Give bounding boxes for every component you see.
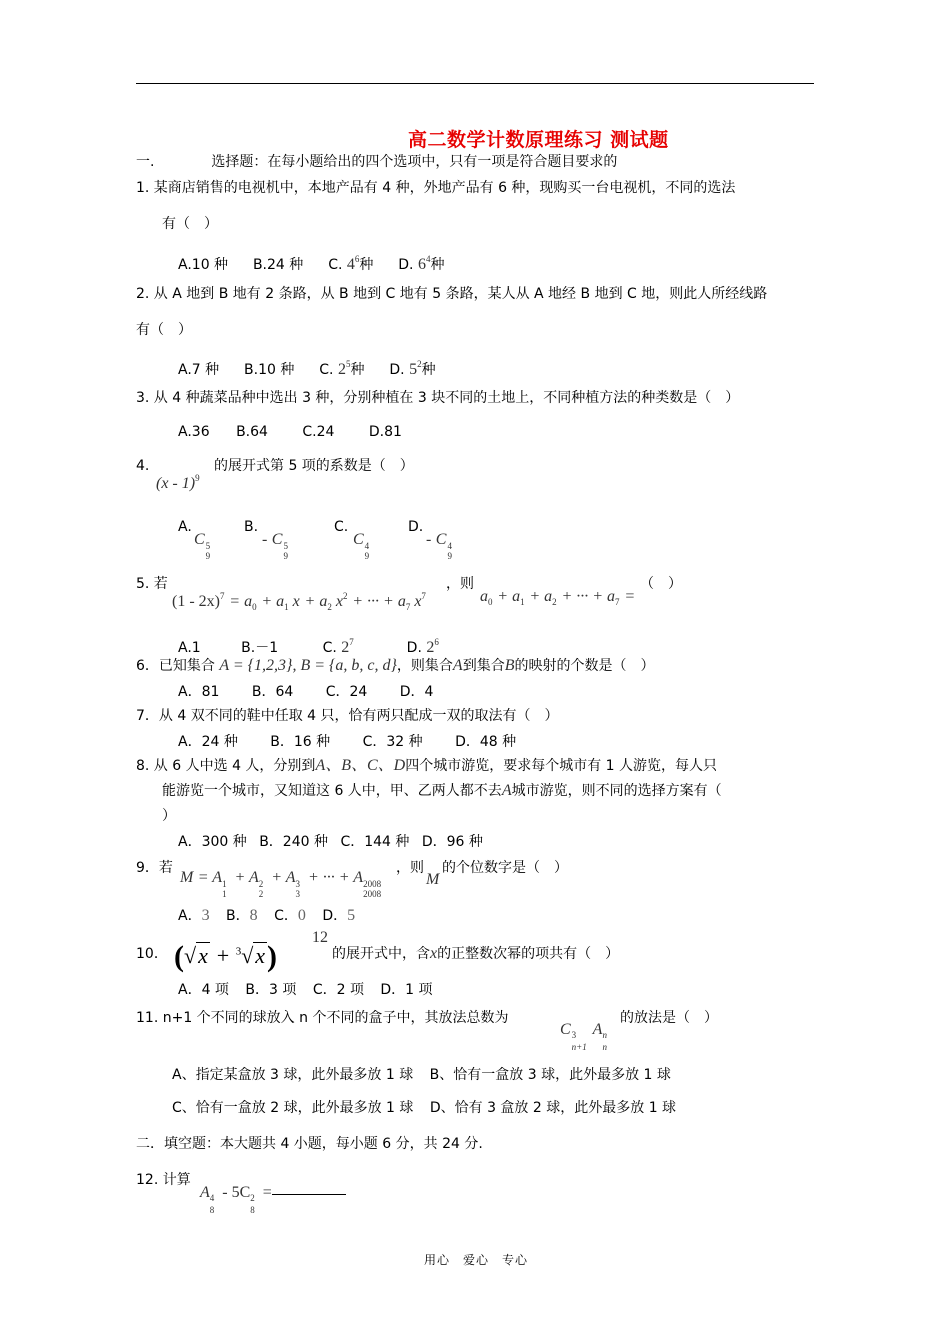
option-c: C. $2^5$种 [319,359,365,378]
page-title: 高二数学计数原理练习 测试题 [408,129,669,151]
answer-blank [272,1182,346,1195]
option-b: B．64 [251,684,294,700]
option-d: D．5 [322,907,356,924]
section-1-text: 选择题：在每小题给出的四个选项中，只有一项是符合题目要求的 [211,154,618,170]
section-1-heading [136,152,617,172]
question-10-expression: (√x + $^3$√x) [174,940,278,974]
option-a: A．300 种 [178,834,247,850]
option-b: B、恰有一盒放 3 球，此外最多放 1 球 [429,1067,671,1083]
header-rule [136,83,814,84]
question-2-stem-cont: 有（ ） [136,322,192,338]
question-9-M: M [426,871,440,888]
option-c: C．24 [325,684,368,700]
option-c: C.24 [302,424,335,440]
question-6-stem: 6．已知集合 A = {1,2,3}, B = {a, b, c, d}，则集合A到集合B的映射的个数是（ ） [136,657,655,674]
question-7-stem: 7．从 4 双不同的鞋中任取 4 只，恰有两只配成一双的取法有（ ） [136,708,559,724]
question-4-opt-c: C. [334,519,349,535]
question-10-stem: 的展开式中，含x的正整数次幂的项共有（ ） [332,945,620,962]
question-3-stem: 3. 从 4 种蔬菜品种中选出 3 种，分别种植在 3 块不同的土地上，不同种植方法的种类数是（ ） [136,390,740,406]
question-4-opt-b-math: - C 5 9 [262,531,288,561]
option-a: A．24 种 [178,734,238,750]
option-c: C．32 种 [362,734,423,750]
question-8-stem: 8. 从 6 人中选 4 人，分别到A、B、C、D四个城市游览，要求每个城市有 1 人游览，每人只 [136,757,718,774]
question-3-options [178,422,402,442]
question-5-equation: $(1 - 2x)^7 = a_0 + a_1$ $x + a_2$ $x^2$ + ··· + $a_7$ $x^7$ [172,591,426,612]
option-a: A．3 [178,907,210,924]
question-2-options [178,354,436,380]
question-1-stem-cont: 有（ ） [162,216,218,232]
option-b: B.24 种 [252,257,304,273]
question-5-number: 5. 若 [136,576,168,592]
option-b: B.64 [236,424,268,440]
question-11-stem: 11. n+1 个不同的球放入 n 个不同的盒子中，其放法总数为 [136,1010,509,1026]
option-d: D．96 种 [421,834,483,850]
question-7-options [178,732,516,752]
question-8-options [178,832,483,852]
option-d: D．48 种 [455,734,517,750]
question-10-options [178,980,433,1000]
page-footer: 用心 爱心 专心 [424,1253,529,1267]
question-4-expression: (x - 1)$^9$ [156,473,200,492]
option-b: B.－1 [241,640,279,656]
question-11-options-ab [172,1065,671,1085]
section-2-heading: 二．填空题：本大题共 4 小题，每小题 6 分，共 24 分. [136,1136,483,1152]
option-d: D、恰有 3 盒放 2 球，此外最多放 1 球 [429,1100,677,1116]
question-1-options [178,249,444,275]
option-c: C. $4^6$种 [328,254,374,273]
section-1-number: 一. [136,154,155,170]
question-8-stem-end: ） [162,808,176,824]
option-b: B．240 种 [259,834,328,850]
option-c: C．144 种 [340,834,410,850]
option-b: B.10 种 [244,362,295,378]
option-d: D. $6^4$种 [398,254,445,273]
option-a: A.36 [178,424,210,440]
question-5-sum: $a_0 + a_1 + a_2$ + ··· + $a_7$ = [480,588,636,607]
question-4-opt-a-math: C 5 9 [194,531,211,561]
question-10-exponent: 12 [312,929,328,946]
question-9-number: 9．若 [136,860,173,876]
question-11-end: 的放法是（ ） [620,1010,718,1026]
option-d: D.81 [368,424,402,440]
option-b: B．8 [226,907,258,924]
question-5-paren: （ ） [640,576,682,592]
question-4-opt-b: B. [244,519,259,535]
question-6-options [178,682,433,702]
question-4-opt-d: D. [408,519,424,535]
question-12-expression: A 4 8 - 5C 2 8 = [200,1182,346,1203]
question-9-options [178,906,355,926]
question-9-expression: M = A 1 1 + A 2 2 + A 3 3 + ··· + A 2008 2008 [180,869,382,899]
question-4-opt-a: A. [178,519,192,535]
question-11-options-cd [172,1098,676,1118]
question-9-then: ，则 [396,860,424,876]
option-d: D．1 项 [380,982,433,998]
option-a: A．4 项 [178,982,229,998]
option-d: D. $5^2$种 [389,359,436,378]
option-c: C．2 项 [312,982,364,998]
option-a: A.10 种 [178,257,229,273]
question-8-stem-cont: 能游览一个城市，又知道这 6 人中，甲、乙两人都不去A城市游览，则不同的选择方案有（ [162,782,722,799]
question-12-stem: 12. 计算 [136,1172,191,1188]
option-d: D．4 [399,684,434,700]
question-4-stem: 的展开式第 5 项的系数是（ ） [214,458,414,474]
question-11-formula: C 3 n+1 A n n [560,1021,607,1052]
option-c: C、恰有一盒放 2 球，此外最多放 1 球 [172,1100,414,1116]
question-5-options [178,632,439,658]
question-10-number: 10． [136,946,168,962]
question-5-then: ，则 [446,576,474,592]
option-c: C. $2^7$ [322,637,354,656]
option-b: B．16 种 [270,734,331,750]
question-1-stem: 1. 某商店销售的电视机中，本地产品有 4 种，外地产品有 6 种，现购买一台电视机，不同的选法 [136,180,736,196]
question-4-opt-d-math: - C 4 9 [426,531,452,561]
option-a: A.7 种 [178,362,220,378]
question-4-number: 4. [136,458,150,474]
option-a: A、指定某盒放 3 球，此外最多放 1 球 [172,1067,414,1083]
option-a: A．81 [178,684,220,700]
question-9-end: 的个位数字是（ ） [442,860,568,876]
option-c: C．0 [274,907,306,924]
question-2-stem: 2. 从 A 地到 B 地有 2 条路，从 B 地到 C 地有 5 条路，某人从 A 地经 B 地到 C 地，则此人所经线路 [136,286,768,302]
question-4-opt-c-math: C 4 9 [353,531,370,561]
option-b: B．3 项 [245,982,297,998]
option-a: A.1 [178,640,201,656]
option-d: D. $2^6$ [406,637,439,656]
